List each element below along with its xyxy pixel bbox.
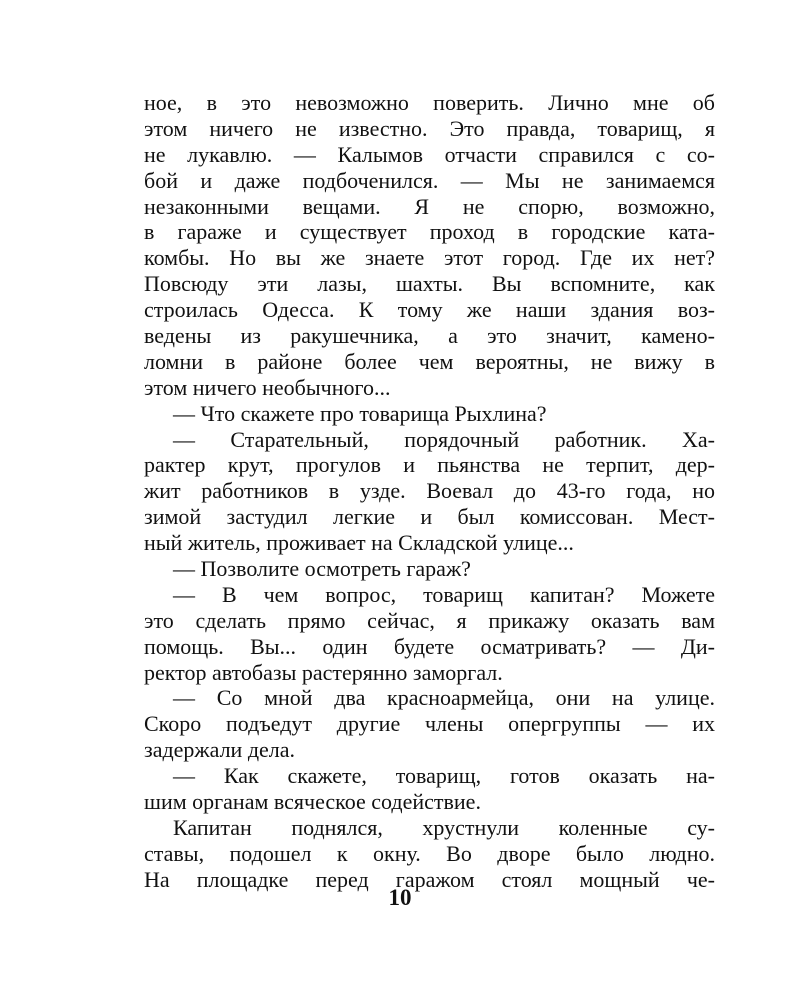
text-line: — Как скажете, товарищ, готов оказать на- [173,763,715,789]
text-line: Повсюду эти лазы, шахты. Вы вспомните, как [144,271,715,297]
text-line: зимой застудил легкие и был комиссован. Мест- [144,504,715,530]
body-text [144,90,715,893]
text-line: — Старательный, порядочный работник. Ха- [173,426,715,452]
text-line: — Что скажете про товарища Рыхлина? [173,400,547,426]
text-line: Капитан поднялся, хрустнули коленные су- [173,814,715,840]
page-number: 10 [388,885,412,910]
text-line: Скоро подъедут другие члены опергруппы — их [144,711,715,737]
text-line: ломни в районе более чем вероятны, не вижу в [144,348,715,374]
text-line: — Позволите осмотреть гараж? [173,556,471,582]
text-line: это сделать прямо сейчас, я прикажу оказать вам [144,607,715,633]
text-line: ставы, подошел к окну. Во дворе было людно. [144,840,715,866]
text-line: жит работников в узде. Воевал до 43-го года, но [144,478,715,504]
text-line: этом ничего необычного... [144,374,391,400]
text-line: этом ничего не известно. Это правда, товарищ, я [144,115,715,141]
text-line: комбы. Но вы же знаете этот город. Где их нет? [144,245,715,271]
text-line: На площадке перед гаражом стоял мощный че- [144,866,715,892]
text-line: ное, в это невозможно поверить. Лично мне об [144,90,715,115]
text-line: рактер крут, прогулов и пьянства не терпит, дер- [144,452,715,478]
text-line: строилась Одесса. К тому же наши здания воз- [144,297,715,323]
text-line: бой и даже подбоченился. — Мы не занимаемся [144,167,715,193]
text-line: ведены из ракушечника, а это значит, камено- [144,323,715,349]
text-line: помощь. Вы... один будете осматривать? — Ди- [144,633,715,659]
text-line: незаконными вещами. Я не спорю, возможно, [144,193,715,219]
text-line: — Со мной два красноармейца, они на улице. [173,685,715,711]
text-line: ректор автобазы растерянно заморгал. [144,659,503,685]
text-line: не лукавлю. — Калымов отчасти справился с со- [144,141,715,167]
text-line: шим органам всяческое содействие. [144,789,481,815]
text-line: — В чем вопрос, товарищ капитан? Можете [173,581,715,607]
text-line: ный житель, проживает на Складской улице... [144,530,574,556]
text-line: задержали дела. [144,737,296,763]
text-line: в гараже и существует проход в городские ката- [144,219,715,245]
